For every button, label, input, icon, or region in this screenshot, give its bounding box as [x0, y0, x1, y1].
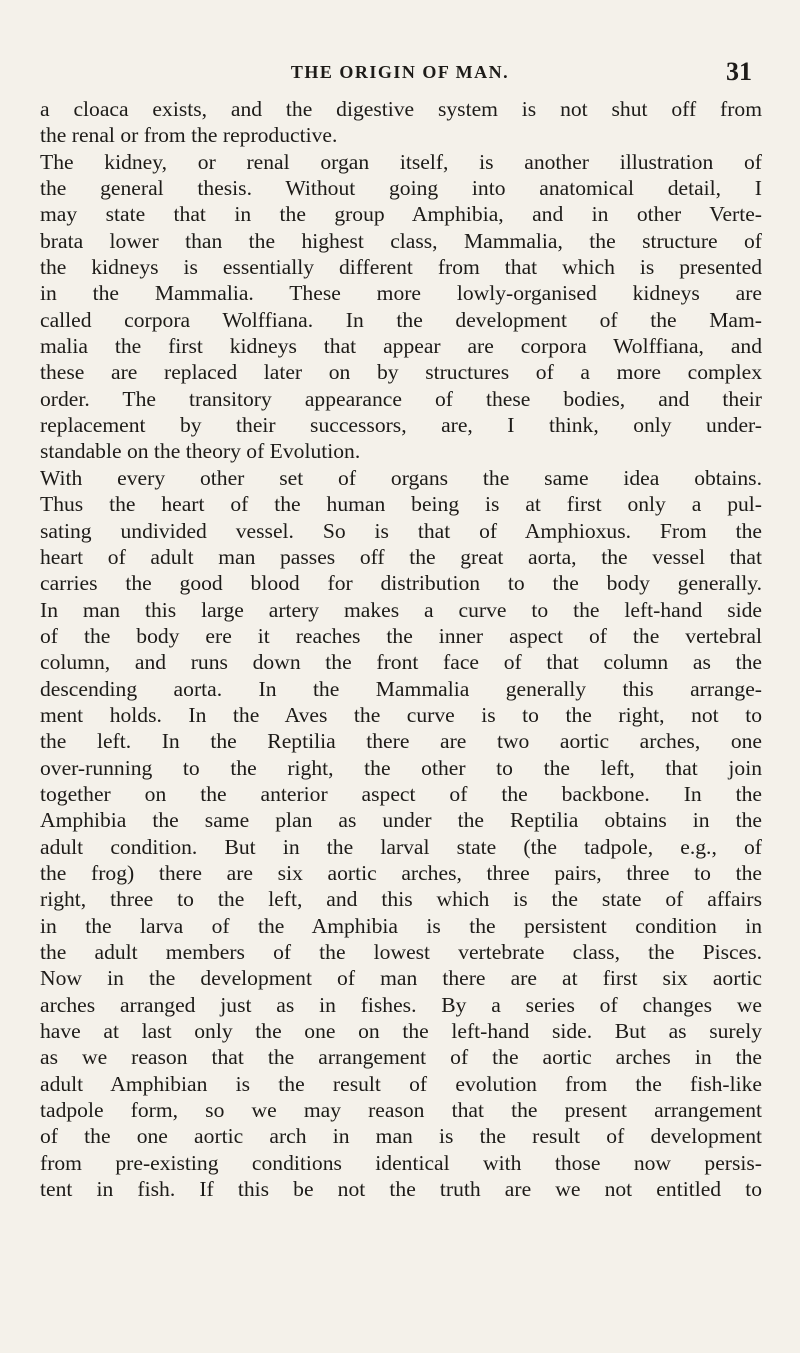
- text-line: ment holds. In the Aves the curve is to the right, not to: [40, 702, 762, 727]
- text-line: in the larva of the Amphibia is the persistent condition in: [40, 913, 762, 938]
- text-line: heart of adult man passes off the great aorta, the vessel that: [40, 544, 762, 569]
- running-title: THE ORIGIN OF MAN.: [290, 62, 510, 82]
- text-line: may state that in the group Amphibia, and in other Verte-: [40, 202, 762, 227]
- text-line: in the Mammalia. These more lowly-organised kidneys are: [40, 281, 762, 306]
- text-line: arches arranged just as in fishes. By a series of changes we: [40, 992, 762, 1017]
- text-line: together on the anterior aspect of the backbone. In the: [40, 781, 762, 806]
- text-line: order. The transitory appearance of these bodies, and their: [40, 386, 762, 411]
- text-line: carries the good blood for distribution to the body generally.: [40, 571, 762, 596]
- text-line: Thus the heart of the human being is at first only a pul-: [40, 492, 762, 517]
- text-line: have at last only the one on the left-hand side. But as surely: [40, 1019, 762, 1044]
- text-line: Amphibia the same plan as under the Reptilia obtains in the: [40, 808, 762, 833]
- running-head: [0, 57, 800, 92]
- text-line: a cloaca exists, and the digestive system is not shut off from: [40, 97, 762, 121]
- text-line: replacement by their successors, are, I think, only under-: [40, 413, 762, 438]
- text-line: these are replaced later on by structures of a more complex: [40, 360, 762, 385]
- text-line: adult Amphibian is the result of evolution from the fish-like: [40, 1071, 762, 1096]
- text-line: the frog) there are six aortic arches, three pairs, three to the: [40, 860, 762, 885]
- text-line: from pre-existing conditions identical with those now persis-: [40, 1150, 762, 1175]
- text-line: tadpole form, so we may reason that the present arrangement: [40, 1098, 762, 1123]
- text-line: The kidney, or renal organ itself, is another illustration of: [40, 149, 762, 174]
- text-line: the renal or from the reproductive.: [40, 123, 338, 148]
- text-line: descending aorta. In the Mammalia generally this arrange-: [40, 676, 762, 701]
- text-line: of the body ere it reaches the inner aspect of the vertebral: [40, 623, 762, 648]
- text-line: Now in the development of man there are at first six aortic: [40, 966, 762, 991]
- text-line: called corpora Wolffiana. In the development of the Mam-: [40, 307, 762, 332]
- text-line: malia the first kidneys that appear are corpora Wolffiana, and: [40, 334, 762, 359]
- text-line: column, and runs down the front face of that column as the: [40, 650, 762, 675]
- text-line: sating undivided vessel. So is that of Amphioxus. From the: [40, 518, 762, 543]
- text-line: standable on the theory of Evolution.: [40, 439, 361, 464]
- page-number: 31: [726, 57, 752, 86]
- body-text: [40, 96, 762, 1202]
- text-line: In man this large artery makes a curve to the left-hand side: [40, 597, 762, 622]
- text-line: the left. In the Reptilia there are two aortic arches, one: [40, 729, 762, 754]
- text-line: With every other set of organs the same idea obtains.: [40, 465, 762, 490]
- text-line: the general thesis. Without going into anatomical detail, I: [40, 176, 762, 201]
- text-line: the kidneys is essentially different from that which is presented: [40, 255, 762, 280]
- text-line: as we reason that the arrangement of the aortic arches in the: [40, 1045, 762, 1070]
- text-line: adult condition. But in the larval state (the tadpole, e.g., of: [40, 834, 762, 859]
- text-line: the adult members of the lowest vertebrate class, the Pisces.: [40, 940, 762, 964]
- text-line: of the one aortic arch in man is the result of development: [40, 1124, 762, 1149]
- text-line: tent in fish. If this be not the truth are we not entitled to: [40, 1177, 762, 1202]
- text-line: over-running to the right, the other to the left, that join: [40, 755, 762, 780]
- text-line: right, three to the left, and this which is the state of affairs: [40, 887, 762, 912]
- text-line: brata lower than the highest class, Mammalia, the structure of: [40, 228, 762, 253]
